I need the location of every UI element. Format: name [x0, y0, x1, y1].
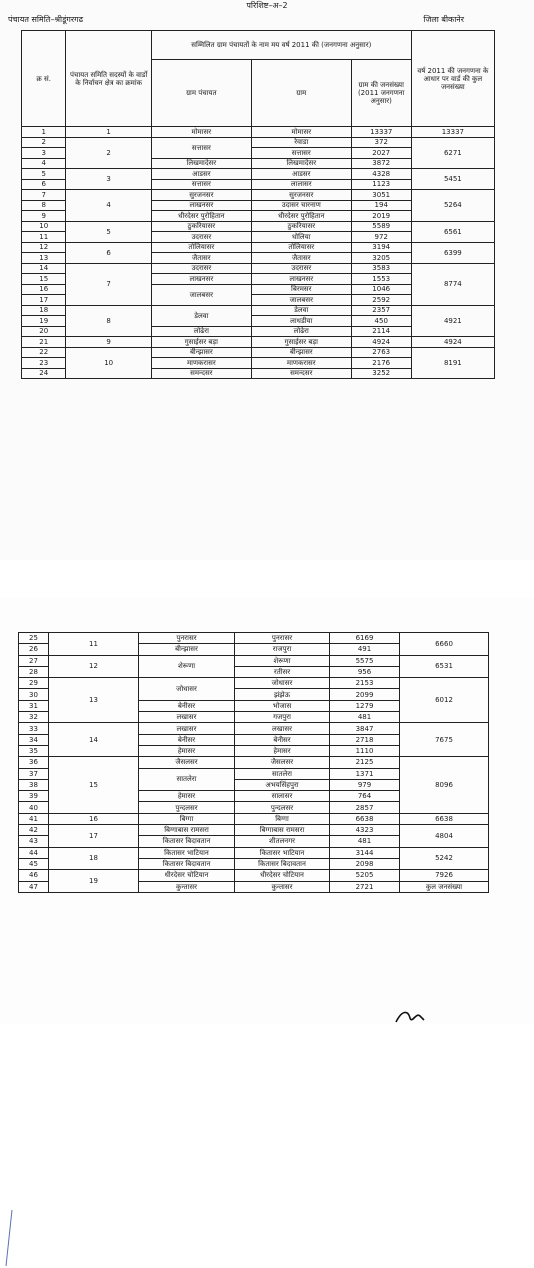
pop-cell: 2176 — [351, 358, 411, 369]
pop-cell: 13337 — [351, 127, 411, 138]
pop-cell: 2027 — [351, 148, 411, 159]
pop-cell: 2098 — [330, 858, 400, 869]
pop-cell: 3205 — [351, 253, 411, 264]
gp-cell: बिग्गाबास रामसरा — [139, 825, 235, 836]
gp-cell: कुन्तासर — [139, 881, 235, 892]
village-cell: सातलेरा — [235, 768, 330, 779]
pop-cell: 2763 — [351, 347, 411, 358]
sno-cell: 43 — [19, 836, 49, 847]
village-cell: बीन्झासर — [251, 347, 351, 358]
sno-cell: 37 — [19, 768, 49, 779]
table-row — [22, 190, 495, 201]
document-page-1 — [0, 0, 534, 560]
sno-cell: 19 — [22, 316, 66, 327]
gp-cell: सत्तासर — [151, 179, 251, 190]
sno-cell: 22 — [22, 347, 66, 358]
gp-cell: उदरासर — [151, 232, 251, 243]
total-cell: 5264 — [411, 190, 494, 222]
table-row — [22, 169, 495, 180]
ward-cell: 18 — [49, 847, 139, 870]
pop-cell: 1123 — [351, 179, 411, 190]
gp-cell: बीन्झासर — [139, 644, 235, 655]
sno-cell: 2 — [22, 137, 66, 148]
village-cell: तोलियासर — [251, 242, 351, 253]
sno-cell: 33 — [19, 723, 49, 734]
village-cell: लालासर — [251, 179, 351, 190]
table-row — [22, 305, 495, 316]
sno-cell: 5 — [22, 169, 66, 180]
sno-cell: 14 — [22, 263, 66, 274]
table-row — [19, 655, 489, 666]
village-cell: लाधडीया — [251, 316, 351, 327]
village-cell: धोलिया — [251, 232, 351, 243]
col-header-total: वर्ष 2011 की जनगणना के आधार पर वार्ड की कुल जनसंख्या — [411, 31, 494, 127]
district-label: जिला बीकानेर — [423, 15, 464, 24]
sno-cell: 3 — [22, 148, 66, 159]
gp-cell: हेमासर — [139, 791, 235, 802]
sno-cell: 32 — [19, 712, 49, 723]
sno-cell: 10 — [22, 221, 66, 232]
ward-cell: 11 — [49, 633, 139, 656]
total-cell: 4921 — [411, 305, 494, 337]
gp-cell: उदरासर — [151, 263, 251, 274]
pop-cell: 979 — [330, 779, 400, 790]
ward-cell: 12 — [49, 655, 139, 678]
gp-cell: सत्तासर — [151, 137, 251, 158]
total-cell: 4804 — [400, 825, 489, 848]
village-cell: कुन्तासर — [235, 881, 330, 892]
sno-cell: 15 — [22, 274, 66, 285]
gp-cell: लाखनसर — [151, 274, 251, 285]
pop-cell: 1279 — [330, 700, 400, 711]
gp-cell: सातलेरा — [139, 768, 235, 791]
ward-population-table-part-2 — [18, 632, 489, 893]
total-cell: 6660 — [400, 633, 489, 656]
table-row — [19, 757, 489, 768]
table-row — [22, 137, 495, 148]
pop-cell: 3583 — [351, 263, 411, 274]
pop-cell: 3872 — [351, 158, 411, 169]
gp-cell: जैतासर — [151, 253, 251, 264]
col-header-pop: ग्राम की जनसंख्या (2011 जनगणना अनुसार) — [351, 60, 411, 127]
gp-cell: लाखनसर — [151, 200, 251, 211]
gp-cell: डेलवा — [151, 305, 251, 326]
pop-cell: 2357 — [351, 305, 411, 316]
pop-cell: 1553 — [351, 274, 411, 285]
sno-cell: 35 — [19, 745, 49, 756]
gp-cell: धीरदेसर चोटियान — [139, 870, 235, 881]
annex-title: परिशिष्ट–अ–2 — [246, 1, 288, 10]
sno-cell: 41 — [19, 813, 49, 824]
village-cell: लिखमादेसर — [251, 158, 351, 169]
pop-cell: 194 — [351, 200, 411, 211]
sno-cell: 26 — [19, 644, 49, 655]
village-cell: उदरासर — [251, 263, 351, 274]
pop-cell: 2153 — [330, 678, 400, 689]
table-row — [19, 847, 489, 858]
panchayat-samiti-label: पंचायत समिति–श्रीडूंगरगढ — [8, 15, 84, 24]
village-cell: बिग्गा — [235, 813, 330, 824]
gp-cell: धीरदेसर पुरोहितान — [151, 211, 251, 222]
pop-cell: 2857 — [330, 802, 400, 813]
sno-cell: 47 — [19, 881, 49, 892]
pen-mark-icon — [4, 1208, 14, 1268]
village-cell: सत्तासर — [251, 148, 351, 159]
ward-cell: 14 — [49, 723, 139, 757]
pop-cell: 2721 — [330, 881, 400, 892]
pop-cell: 5205 — [330, 870, 400, 881]
total-cell: 4924 — [411, 337, 494, 348]
village-cell: राजपुरा — [235, 644, 330, 655]
village-cell: मोमासर — [251, 127, 351, 138]
village-cell: सालासर — [235, 791, 330, 802]
sno-cell: 6 — [22, 179, 66, 190]
sno-cell: 28 — [19, 666, 49, 677]
ward-population-table-part-1 — [21, 30, 495, 379]
village-cell: जैसलसर — [235, 757, 330, 768]
village-cell: शेरूणा — [235, 655, 330, 666]
table-row — [19, 813, 489, 824]
total-cell: 6531 — [400, 655, 489, 678]
total-cell: 7926 — [400, 870, 489, 881]
gp-cell: समन्दसर — [151, 368, 251, 379]
sno-cell: 25 — [19, 633, 49, 644]
total-cell: 5451 — [411, 169, 494, 190]
ward-cell: 2 — [66, 137, 151, 169]
col-header-village: ग्राम — [251, 60, 351, 127]
ward-cell: 17 — [49, 825, 139, 848]
village-cell: जोधासर — [235, 678, 330, 689]
col-header-ward: पंचायत समिति सदस्यों के वार्डो के निर्वाचन क्षेत्र का क्रमांक — [66, 31, 151, 127]
village-cell: रतीसर — [235, 666, 330, 677]
pop-cell: 956 — [330, 666, 400, 677]
gp-cell: जोधासर — [139, 678, 235, 701]
village-cell: लाखनसर — [251, 274, 351, 285]
pop-cell: 4328 — [351, 169, 411, 180]
gp-cell: तोलियासर — [151, 242, 251, 253]
total-cell: 6638 — [400, 813, 489, 824]
gp-cell: हेमासर — [139, 745, 235, 756]
village-cell: माणकरासर — [251, 358, 351, 369]
sno-cell: 34 — [19, 734, 49, 745]
gp-cell: पुन्दलसर — [139, 802, 235, 813]
pop-cell: 5575 — [330, 655, 400, 666]
sno-cell: 17 — [22, 295, 66, 306]
table-row — [22, 337, 495, 348]
gp-cell: जैसलसर — [139, 757, 235, 768]
sno-cell: 45 — [19, 858, 49, 869]
table-row — [22, 127, 495, 138]
pop-cell: 481 — [330, 836, 400, 847]
village-cell: झंझेऊ — [235, 689, 330, 700]
sno-cell: 9 — [22, 211, 66, 222]
table-row — [22, 347, 495, 358]
table-row — [22, 242, 495, 253]
sno-cell: 24 — [22, 368, 66, 379]
village-cell: पुन्दलसर — [235, 802, 330, 813]
village-cell: गुसाईसर बड़ा — [251, 337, 351, 348]
village-cell: लखासर — [235, 723, 330, 734]
pop-cell: 2718 — [330, 734, 400, 745]
ward-cell: 10 — [66, 347, 151, 379]
table-row — [19, 825, 489, 836]
table-row — [19, 633, 489, 644]
sno-cell: 13 — [22, 253, 66, 264]
col-header-gp: ग्राम पंचायत — [151, 60, 251, 127]
sno-cell: 18 — [22, 305, 66, 316]
sno-cell: 44 — [19, 847, 49, 858]
total-cell: 6561 — [411, 221, 494, 242]
gp-cell: बिग्गा — [139, 813, 235, 824]
pop-cell: 2125 — [330, 757, 400, 768]
village-cell: शीतलनगर — [235, 836, 330, 847]
pop-cell: 1046 — [351, 284, 411, 295]
total-cell: 6399 — [411, 242, 494, 263]
ward-cell: 13 — [49, 678, 139, 723]
ward-cell: 16 — [49, 813, 139, 824]
sno-cell: 7 — [22, 190, 66, 201]
pop-cell: 2114 — [351, 326, 411, 337]
gp-cell: कितासर भाटियान — [139, 847, 235, 858]
grand-total-label: कुल जनसंख्या — [400, 881, 489, 892]
col-header-sno: क्र सं. — [22, 31, 66, 127]
village-cell: अभयसिंहपुरा — [235, 779, 330, 790]
ward-cell: 19 — [49, 870, 139, 893]
ward-cell: 4 — [66, 190, 151, 222]
village-cell: डेलवा — [251, 305, 351, 316]
village-cell: उदासर चारनाण — [251, 200, 351, 211]
village-cell: बिग्गाबास रामसरा — [235, 825, 330, 836]
gp-cell: कितासर बिदावतान — [139, 836, 235, 847]
village-cell: जालबसर — [251, 295, 351, 306]
pop-cell: 1110 — [330, 745, 400, 756]
gp-cell: लिखमादेसर — [151, 158, 251, 169]
sno-cell: 31 — [19, 700, 49, 711]
pop-cell: 4924 — [351, 337, 411, 348]
village-cell: लोढेरा — [251, 326, 351, 337]
pop-cell: 972 — [351, 232, 411, 243]
gp-cell: लखासर — [139, 712, 235, 723]
gp-cell: शेरूणा — [139, 655, 235, 678]
gp-cell: पुनरासर — [139, 633, 235, 644]
village-cell: जैतासर — [251, 253, 351, 264]
table-row — [22, 221, 495, 232]
sno-cell: 16 — [22, 284, 66, 295]
gp-cell: सुरजनसर — [151, 190, 251, 201]
gp-cell: आडसर — [151, 169, 251, 180]
sno-cell: 38 — [19, 779, 49, 790]
total-cell: 8096 — [400, 757, 489, 813]
sno-cell: 27 — [19, 655, 49, 666]
total-cell: 7675 — [400, 723, 489, 757]
table-body-2 — [19, 633, 489, 893]
total-cell: 6012 — [400, 678, 489, 723]
village-cell: बिरमसर — [251, 284, 351, 295]
sno-cell: 30 — [19, 689, 49, 700]
table-row — [19, 870, 489, 881]
village-cell: धीरदेसर चोटियान — [235, 870, 330, 881]
village-cell: धीरदेसर पुरोहितान — [251, 211, 351, 222]
village-cell: पुनरासर — [235, 633, 330, 644]
pop-cell: 1371 — [330, 768, 400, 779]
pop-cell: 2592 — [351, 295, 411, 306]
pop-cell: 4323 — [330, 825, 400, 836]
sno-cell: 46 — [19, 870, 49, 881]
sno-cell: 20 — [22, 326, 66, 337]
table-row — [22, 263, 495, 274]
ward-cell: 9 — [66, 337, 151, 348]
sno-cell: 29 — [19, 678, 49, 689]
gp-cell: जालबसर — [151, 284, 251, 305]
gp-cell: लखासर — [139, 723, 235, 734]
total-cell: 8774 — [411, 263, 494, 305]
ward-cell: 1 — [66, 127, 151, 138]
village-cell: हेमासर — [235, 745, 330, 756]
village-cell: रेवाडा — [251, 137, 351, 148]
pop-cell: 764 — [330, 791, 400, 802]
gp-cell: बीन्झासर — [151, 347, 251, 358]
village-cell: बेनीसर — [235, 734, 330, 745]
gp-cell: ठुकरियासर — [151, 221, 251, 232]
sno-cell: 40 — [19, 802, 49, 813]
village-cell: ठुकरियासर — [251, 221, 351, 232]
pop-cell: 3847 — [330, 723, 400, 734]
gp-cell: बेनीसर — [139, 734, 235, 745]
pop-cell: 3144 — [330, 847, 400, 858]
total-cell: 8191 — [411, 347, 494, 379]
pop-cell: 481 — [330, 712, 400, 723]
sno-cell: 36 — [19, 757, 49, 768]
pop-cell: 3194 — [351, 242, 411, 253]
ward-cell: 8 — [66, 305, 151, 337]
village-cell: गजपुरा — [235, 712, 330, 723]
ward-cell: 15 — [49, 757, 139, 813]
village-cell: कितासर बिदावतान — [235, 858, 330, 869]
sno-cell: 11 — [22, 232, 66, 243]
pop-cell: 5589 — [351, 221, 411, 232]
village-cell: कितासर भाटियान — [235, 847, 330, 858]
village-cell: सुरजनसर — [251, 190, 351, 201]
village-cell: समन्दसर — [251, 368, 351, 379]
ward-cell: 7 — [66, 263, 151, 305]
table-body-1 — [22, 127, 495, 379]
sno-cell: 8 — [22, 200, 66, 211]
pop-cell: 450 — [351, 316, 411, 327]
sno-cell: 4 — [22, 158, 66, 169]
gp-cell: गुसाईसर बड़ा — [151, 337, 251, 348]
sno-cell: 21 — [22, 337, 66, 348]
gp-cell: कितासर बिदावतान — [139, 858, 235, 869]
total-cell: 6271 — [411, 137, 494, 169]
table-row — [19, 678, 489, 689]
col-header-group: सम्मिलित ग्राम पंचायतों के नाम मय वर्ष 2011 की (जनगणना अनुसार) — [151, 31, 411, 60]
sno-cell: 12 — [22, 242, 66, 253]
pop-cell: 3051 — [351, 190, 411, 201]
gp-cell: बेनीसर — [139, 700, 235, 711]
village-cell: भोजास — [235, 700, 330, 711]
sno-cell: 1 — [22, 127, 66, 138]
village-cell: आडसर — [251, 169, 351, 180]
ward-cell: 6 — [66, 242, 151, 263]
gp-cell: लोढेरा — [151, 326, 251, 337]
total-cell: 5242 — [400, 847, 489, 870]
ward-cell: 5 — [66, 221, 151, 242]
signature-icon — [394, 1008, 434, 1024]
ward-cell: 3 — [66, 169, 151, 190]
sno-cell: 42 — [19, 825, 49, 836]
table-row — [19, 723, 489, 734]
gp-cell: माणकरासर — [151, 358, 251, 369]
pop-cell: 491 — [330, 644, 400, 655]
pop-cell: 2019 — [351, 211, 411, 222]
sno-cell: 39 — [19, 791, 49, 802]
sno-cell: 23 — [22, 358, 66, 369]
total-cell: 13337 — [411, 127, 494, 138]
pop-cell: 3252 — [351, 368, 411, 379]
pop-cell: 372 — [351, 137, 411, 148]
pop-cell: 6638 — [330, 813, 400, 824]
pop-cell: 6169 — [330, 633, 400, 644]
page-gap — [0, 560, 534, 598]
gp-cell: मोमासर — [151, 127, 251, 138]
pop-cell: 2099 — [330, 689, 400, 700]
